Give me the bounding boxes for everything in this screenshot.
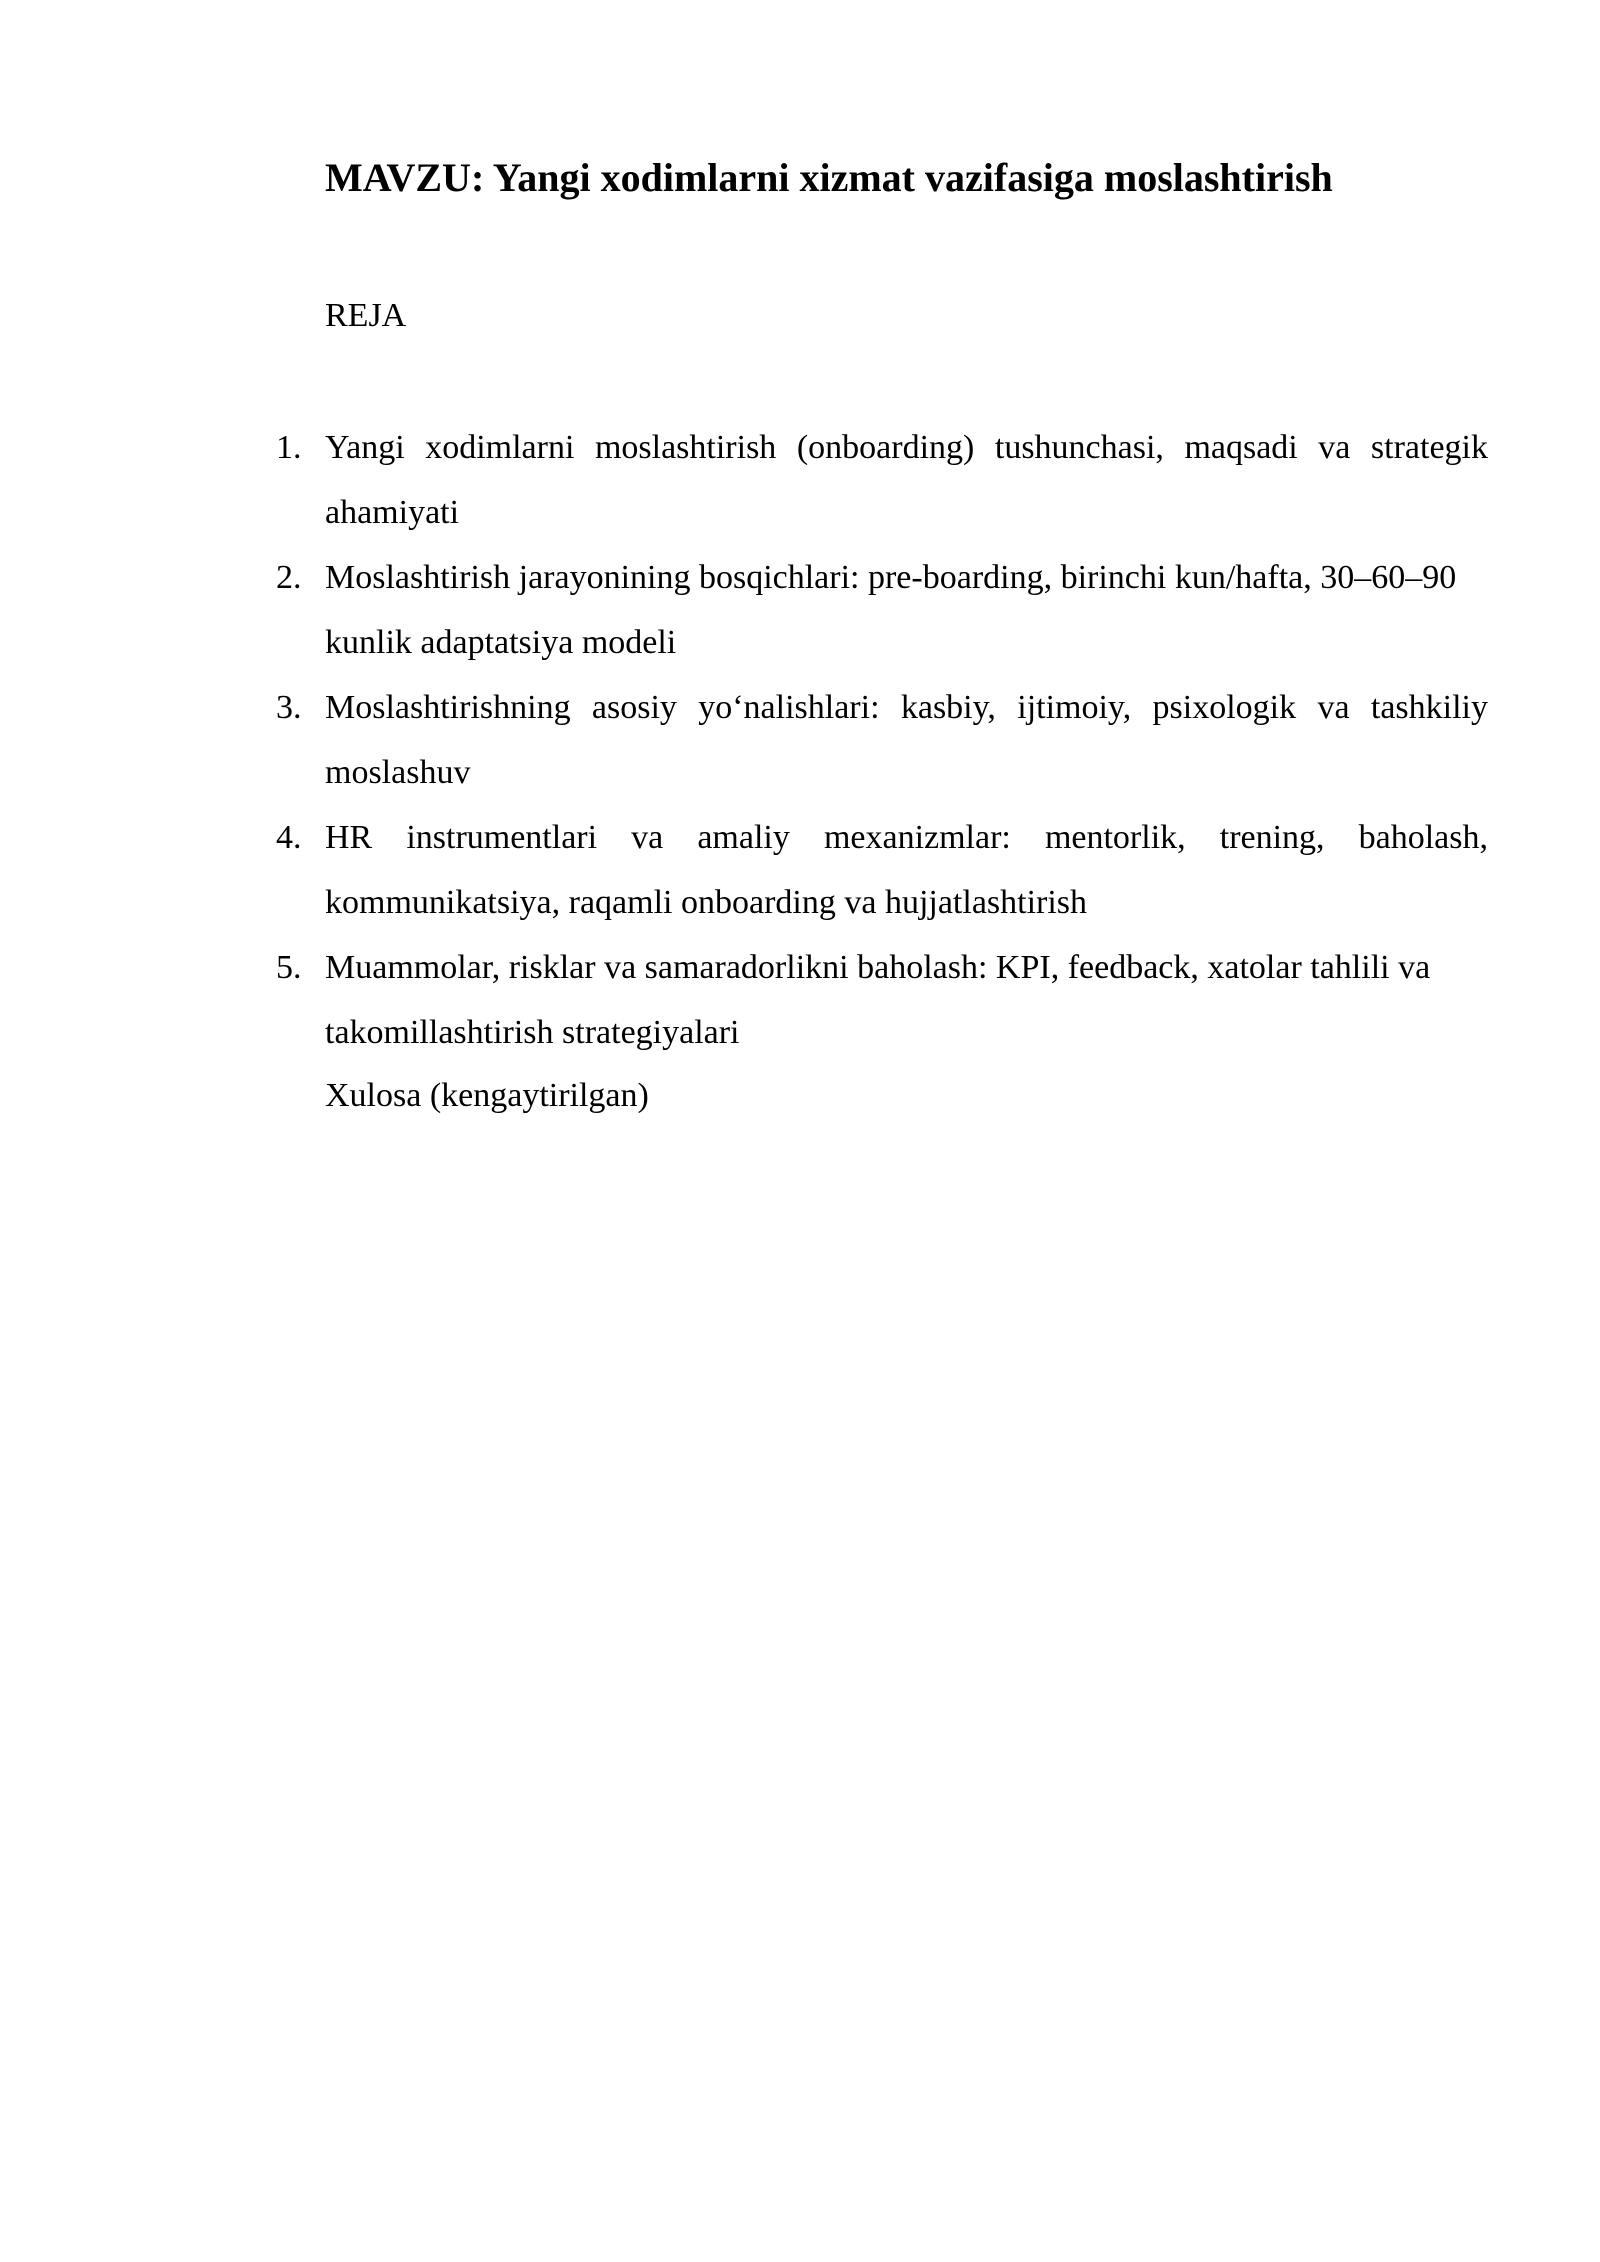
plan-item-1 (260, 415, 1490, 545)
plan-heading: REJA (325, 297, 407, 334)
plan-item-number: 4. (276, 819, 302, 856)
document-title: MAVZU: Yangi xodimlarni xizmat vazifasiga moslashtirish (325, 155, 1333, 200)
plan-item-number: 5. (276, 949, 302, 986)
plan-item-text: Moslashtirishning asosiy yo‘nalishlari: kasbiy, ijtimoiy, psixologik va tashkiliy moslashuv (325, 689, 1488, 791)
plan-item-5 (260, 935, 1490, 1065)
plan-item-4 (260, 805, 1490, 935)
plan-item-2 (260, 545, 1490, 675)
plan-item-3 (260, 675, 1490, 805)
conclusion-line: Xulosa (kengaytirilgan) (325, 1077, 649, 1114)
plan-item-number: 2. (276, 559, 302, 596)
plan-item-number: 3. (276, 689, 302, 726)
plan-item-text: Muammolar, risklar va samaradorlikni baholash: KPI, feedback, xatolar tahlili va takomillashtirish strategiyalari (325, 949, 1431, 1051)
plan-item-text: Moslashtirish jarayonining bosqichlari: pre-boarding, birinchi kun/hafta, 30–60–90 kunlik adaptatsiya modeli (325, 559, 1457, 661)
plan-item-text: HR instrumentlari va amaliy mexanizmlar: mentorlik, trening, baholash, kommunikatsiya, raqamli onboarding va hujjatlashtirish (325, 819, 1488, 921)
plan-item-text: Yangi xodimlarni moslashtirish (onboarding) tushunchasi, maqsadi va strategik ahamiyati (325, 429, 1488, 531)
plan-item-number: 1. (276, 429, 302, 466)
plan-list (260, 415, 1490, 1065)
